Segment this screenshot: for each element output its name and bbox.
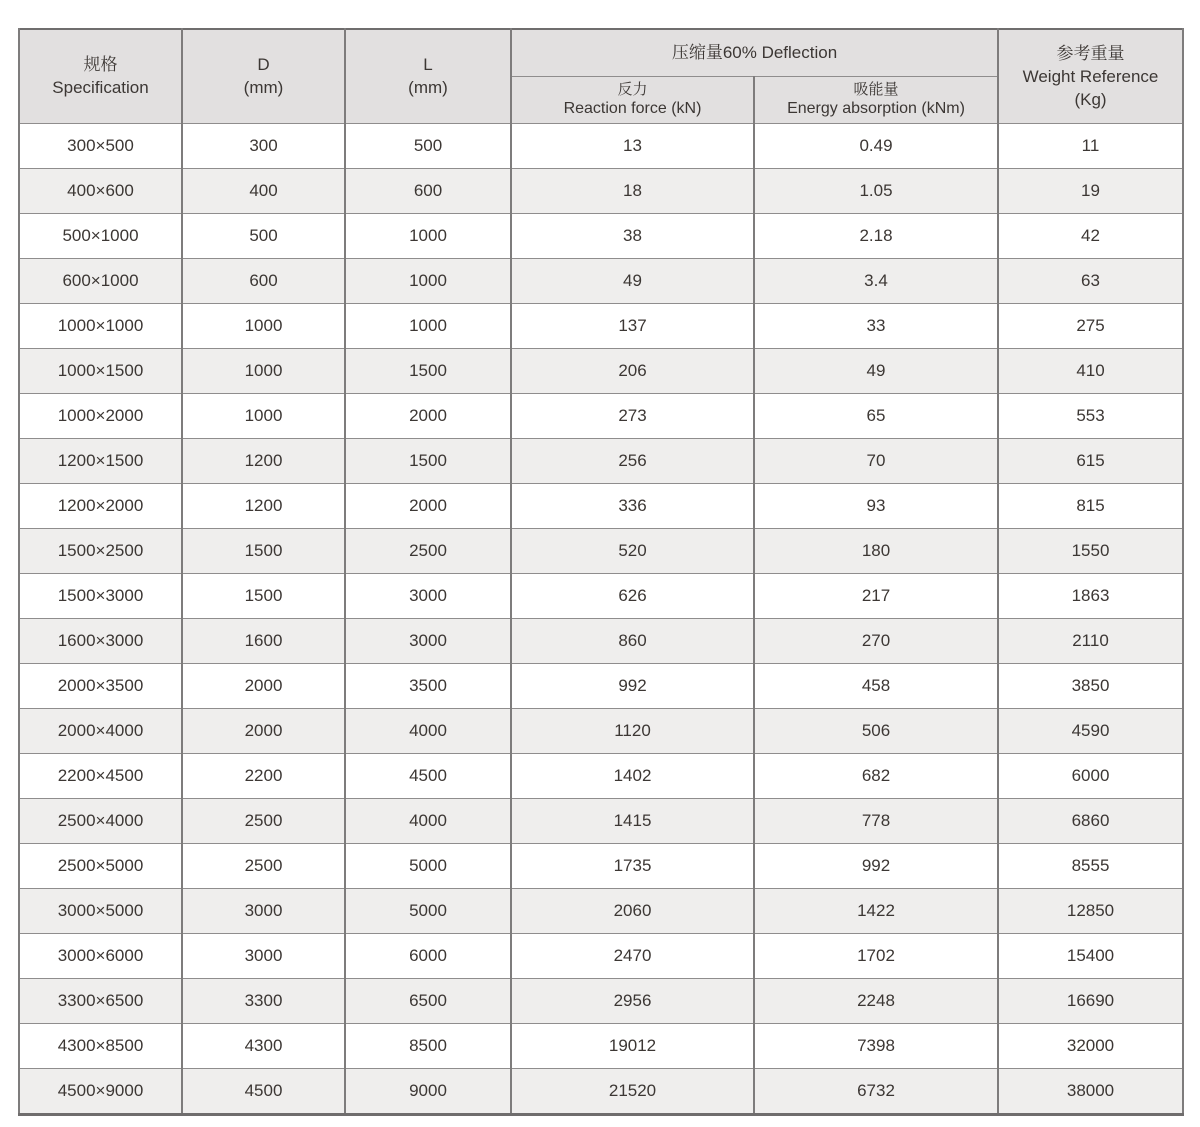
cell-weight-reference: 2110 bbox=[998, 618, 1183, 663]
header-specification-zh: 规格 bbox=[83, 55, 118, 75]
cell-specification: 2200×4500 bbox=[19, 753, 182, 798]
table-row bbox=[19, 618, 1183, 663]
cell-specification: 2500×5000 bbox=[19, 843, 182, 888]
cell-weight-reference: 63 bbox=[998, 258, 1183, 303]
cell-energy-absorption: 2.18 bbox=[754, 213, 998, 258]
cell-energy-absorption: 0.49 bbox=[754, 123, 998, 168]
header-l-mm bbox=[345, 29, 511, 123]
header-reaction-en: Reaction force (kN) bbox=[563, 100, 702, 117]
cell-d-mm: 1200 bbox=[182, 483, 345, 528]
cell-specification: 2500×4000 bbox=[19, 798, 182, 843]
header-weight-en: Weight Reference bbox=[1022, 66, 1159, 86]
cell-specification: 4500×9000 bbox=[19, 1068, 182, 1114]
cell-weight-reference: 15400 bbox=[998, 933, 1183, 978]
cell-specification: 3300×6500 bbox=[19, 978, 182, 1023]
header-d-mm bbox=[182, 29, 345, 123]
table-row bbox=[19, 258, 1183, 303]
cell-weight-reference: 6860 bbox=[998, 798, 1183, 843]
table-body bbox=[19, 123, 1183, 1114]
cell-d-mm: 1200 bbox=[182, 438, 345, 483]
cell-energy-absorption: 992 bbox=[754, 843, 998, 888]
cell-energy-absorption: 33 bbox=[754, 303, 998, 348]
header-reaction-zh: 反力 bbox=[617, 81, 648, 98]
cell-energy-absorption: 458 bbox=[754, 663, 998, 708]
cell-d-mm: 1000 bbox=[182, 348, 345, 393]
cell-l-mm: 600 bbox=[345, 168, 511, 213]
cell-l-mm: 2000 bbox=[345, 393, 511, 438]
table-row bbox=[19, 1023, 1183, 1068]
table-row bbox=[19, 933, 1183, 978]
cell-energy-absorption: 65 bbox=[754, 393, 998, 438]
cell-reaction-force: 626 bbox=[511, 573, 754, 618]
cell-energy-absorption: 1422 bbox=[754, 888, 998, 933]
cell-reaction-force: 1120 bbox=[511, 708, 754, 753]
cell-d-mm: 300 bbox=[182, 123, 345, 168]
cell-energy-absorption: 270 bbox=[754, 618, 998, 663]
cell-energy-absorption: 1.05 bbox=[754, 168, 998, 213]
cell-reaction-force: 13 bbox=[511, 123, 754, 168]
cell-reaction-force: 1402 bbox=[511, 753, 754, 798]
cell-reaction-force: 1735 bbox=[511, 843, 754, 888]
cell-d-mm: 1000 bbox=[182, 303, 345, 348]
cell-reaction-force: 21520 bbox=[511, 1068, 754, 1114]
cell-d-mm: 500 bbox=[182, 213, 345, 258]
cell-l-mm: 3000 bbox=[345, 618, 511, 663]
cell-reaction-force: 206 bbox=[511, 348, 754, 393]
cell-weight-reference: 4590 bbox=[998, 708, 1183, 753]
cell-d-mm: 3000 bbox=[182, 888, 345, 933]
cell-energy-absorption: 506 bbox=[754, 708, 998, 753]
cell-d-mm: 3300 bbox=[182, 978, 345, 1023]
cell-l-mm: 1500 bbox=[345, 438, 511, 483]
cell-weight-reference: 19 bbox=[998, 168, 1183, 213]
cell-d-mm: 600 bbox=[182, 258, 345, 303]
cell-specification: 1600×3000 bbox=[19, 618, 182, 663]
cell-specification: 1000×1000 bbox=[19, 303, 182, 348]
table-row bbox=[19, 213, 1183, 258]
cell-reaction-force: 49 bbox=[511, 258, 754, 303]
cell-specification: 1000×2000 bbox=[19, 393, 182, 438]
cell-reaction-force: 273 bbox=[511, 393, 754, 438]
cell-reaction-force: 336 bbox=[511, 483, 754, 528]
cell-reaction-force: 860 bbox=[511, 618, 754, 663]
cell-l-mm: 1000 bbox=[345, 303, 511, 348]
table-header bbox=[19, 29, 1183, 123]
cell-weight-reference: 1550 bbox=[998, 528, 1183, 573]
cell-weight-reference: 1863 bbox=[998, 573, 1183, 618]
cell-energy-absorption: 6732 bbox=[754, 1068, 998, 1114]
header-d-name: D bbox=[257, 55, 270, 75]
cell-l-mm: 9000 bbox=[345, 1068, 511, 1114]
cell-l-mm: 500 bbox=[345, 123, 511, 168]
cell-l-mm: 1000 bbox=[345, 258, 511, 303]
table-row bbox=[19, 123, 1183, 168]
specification-table bbox=[18, 28, 1184, 1116]
cell-specification: 2000×4000 bbox=[19, 708, 182, 753]
cell-specification: 1500×2500 bbox=[19, 528, 182, 573]
cell-weight-reference: 615 bbox=[998, 438, 1183, 483]
cell-specification: 600×1000 bbox=[19, 258, 182, 303]
cell-weight-reference: 553 bbox=[998, 393, 1183, 438]
cell-energy-absorption: 93 bbox=[754, 483, 998, 528]
header-d-unit: (mm) bbox=[243, 78, 284, 98]
header-weight-unit: (Kg) bbox=[1074, 89, 1107, 109]
cell-specification: 2000×3500 bbox=[19, 663, 182, 708]
cell-weight-reference: 8555 bbox=[998, 843, 1183, 888]
table-row bbox=[19, 1068, 1183, 1114]
header-energy-en: Energy absorption (kNm) bbox=[787, 100, 965, 117]
cell-reaction-force: 256 bbox=[511, 438, 754, 483]
cell-specification: 3000×6000 bbox=[19, 933, 182, 978]
cell-specification: 1500×3000 bbox=[19, 573, 182, 618]
cell-reaction-force: 2060 bbox=[511, 888, 754, 933]
cell-reaction-force: 992 bbox=[511, 663, 754, 708]
table-row bbox=[19, 753, 1183, 798]
cell-energy-absorption: 1702 bbox=[754, 933, 998, 978]
cell-l-mm: 5000 bbox=[345, 843, 511, 888]
cell-specification: 3000×5000 bbox=[19, 888, 182, 933]
table-row bbox=[19, 528, 1183, 573]
table-row bbox=[19, 168, 1183, 213]
cell-reaction-force: 2956 bbox=[511, 978, 754, 1023]
cell-weight-reference: 42 bbox=[998, 213, 1183, 258]
cell-energy-absorption: 2248 bbox=[754, 978, 998, 1023]
cell-weight-reference: 275 bbox=[998, 303, 1183, 348]
table-row bbox=[19, 708, 1183, 753]
header-weight-reference bbox=[998, 29, 1183, 123]
table-row bbox=[19, 888, 1183, 933]
cell-energy-absorption: 682 bbox=[754, 753, 998, 798]
cell-specification: 4300×8500 bbox=[19, 1023, 182, 1068]
cell-d-mm: 4500 bbox=[182, 1068, 345, 1114]
cell-l-mm: 1500 bbox=[345, 348, 511, 393]
cell-d-mm: 1000 bbox=[182, 393, 345, 438]
header-energy-absorption bbox=[754, 76, 998, 123]
cell-energy-absorption: 778 bbox=[754, 798, 998, 843]
header-specification bbox=[19, 29, 182, 123]
cell-specification: 300×500 bbox=[19, 123, 182, 168]
cell-l-mm: 4500 bbox=[345, 753, 511, 798]
cell-specification: 400×600 bbox=[19, 168, 182, 213]
cell-weight-reference: 32000 bbox=[998, 1023, 1183, 1068]
cell-reaction-force: 18 bbox=[511, 168, 754, 213]
cell-weight-reference: 6000 bbox=[998, 753, 1183, 798]
cell-reaction-force: 19012 bbox=[511, 1023, 754, 1068]
cell-d-mm: 2000 bbox=[182, 708, 345, 753]
table-row bbox=[19, 303, 1183, 348]
cell-d-mm: 2500 bbox=[182, 843, 345, 888]
cell-specification: 500×1000 bbox=[19, 213, 182, 258]
cell-d-mm: 1600 bbox=[182, 618, 345, 663]
cell-d-mm: 1500 bbox=[182, 528, 345, 573]
table-row bbox=[19, 348, 1183, 393]
cell-weight-reference: 38000 bbox=[998, 1068, 1183, 1114]
cell-reaction-force: 137 bbox=[511, 303, 754, 348]
cell-energy-absorption: 3.4 bbox=[754, 258, 998, 303]
cell-weight-reference: 3850 bbox=[998, 663, 1183, 708]
cell-d-mm: 2200 bbox=[182, 753, 345, 798]
cell-l-mm: 4000 bbox=[345, 798, 511, 843]
table-row bbox=[19, 798, 1183, 843]
cell-reaction-force: 2470 bbox=[511, 933, 754, 978]
cell-l-mm: 2000 bbox=[345, 483, 511, 528]
cell-energy-absorption: 217 bbox=[754, 573, 998, 618]
cell-l-mm: 3500 bbox=[345, 663, 511, 708]
header-specification-en: Specification bbox=[52, 78, 149, 98]
header-reaction-force bbox=[511, 76, 754, 123]
cell-energy-absorption: 49 bbox=[754, 348, 998, 393]
cell-l-mm: 4000 bbox=[345, 708, 511, 753]
cell-weight-reference: 410 bbox=[998, 348, 1183, 393]
table-row bbox=[19, 663, 1183, 708]
table-row bbox=[19, 393, 1183, 438]
table-row bbox=[19, 483, 1183, 528]
header-deflection-label: 压缩量60% Deflection bbox=[671, 43, 838, 63]
header-l-unit: (mm) bbox=[408, 78, 448, 98]
cell-d-mm: 1500 bbox=[182, 573, 345, 618]
cell-d-mm: 3000 bbox=[182, 933, 345, 978]
cell-weight-reference: 16690 bbox=[998, 978, 1183, 1023]
cell-l-mm: 6500 bbox=[345, 978, 511, 1023]
cell-energy-absorption: 180 bbox=[754, 528, 998, 573]
table-row bbox=[19, 843, 1183, 888]
cell-reaction-force: 38 bbox=[511, 213, 754, 258]
cell-specification: 1200×2000 bbox=[19, 483, 182, 528]
cell-d-mm: 2500 bbox=[182, 798, 345, 843]
cell-d-mm: 400 bbox=[182, 168, 345, 213]
cell-l-mm: 2500 bbox=[345, 528, 511, 573]
cell-weight-reference: 12850 bbox=[998, 888, 1183, 933]
cell-reaction-force: 1415 bbox=[511, 798, 754, 843]
table-row bbox=[19, 573, 1183, 618]
table-row bbox=[19, 978, 1183, 1023]
header-energy-zh: 吸能量 bbox=[853, 81, 899, 98]
cell-l-mm: 5000 bbox=[345, 888, 511, 933]
cell-specification: 1200×1500 bbox=[19, 438, 182, 483]
header-deflection bbox=[511, 29, 998, 76]
cell-weight-reference: 11 bbox=[998, 123, 1183, 168]
cell-l-mm: 6000 bbox=[345, 933, 511, 978]
header-l-name: L bbox=[423, 55, 433, 75]
cell-l-mm: 1000 bbox=[345, 213, 511, 258]
header-weight-zh: 参考重量 bbox=[1056, 43, 1125, 63]
cell-reaction-force: 520 bbox=[511, 528, 754, 573]
cell-specification: 1000×1500 bbox=[19, 348, 182, 393]
cell-l-mm: 3000 bbox=[345, 573, 511, 618]
cell-d-mm: 4300 bbox=[182, 1023, 345, 1068]
table-row bbox=[19, 438, 1183, 483]
cell-energy-absorption: 70 bbox=[754, 438, 998, 483]
cell-weight-reference: 815 bbox=[998, 483, 1183, 528]
cell-l-mm: 8500 bbox=[345, 1023, 511, 1068]
cell-d-mm: 2000 bbox=[182, 663, 345, 708]
cell-energy-absorption: 7398 bbox=[754, 1023, 998, 1068]
